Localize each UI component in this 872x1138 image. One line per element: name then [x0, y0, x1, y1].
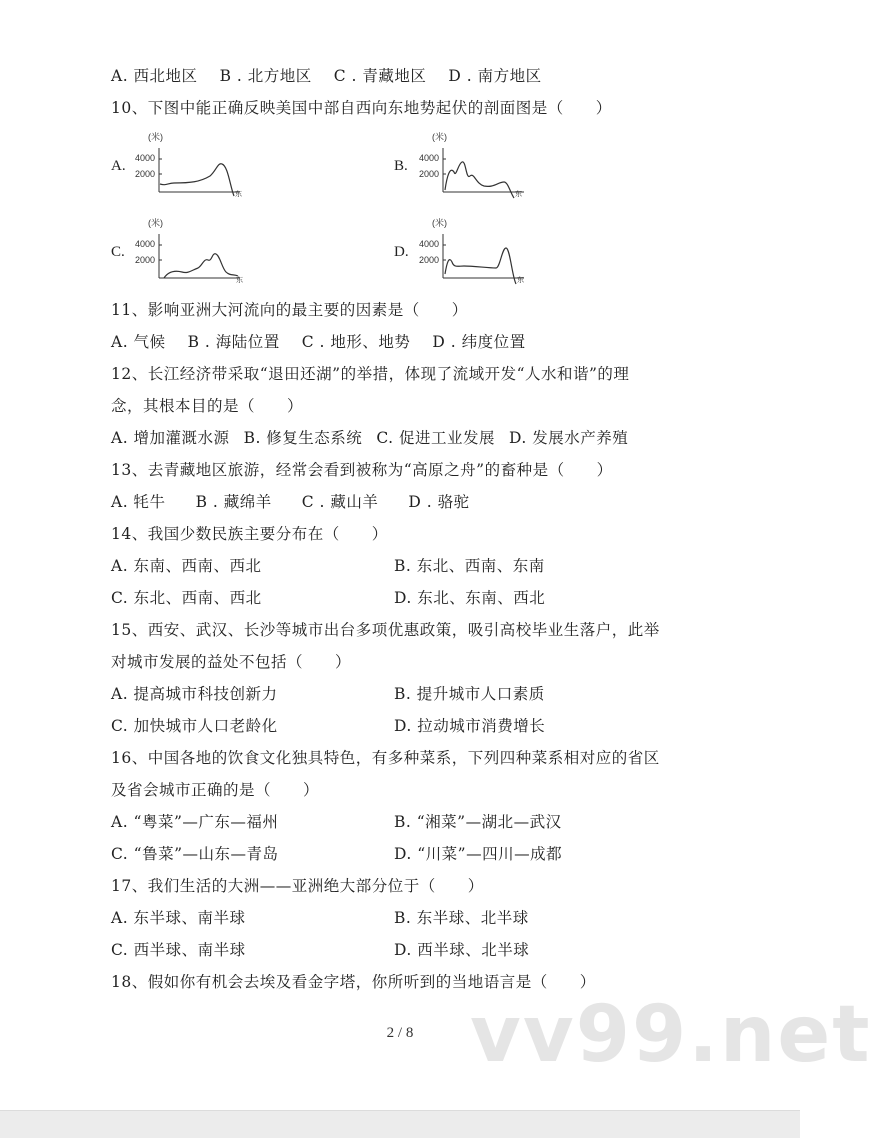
q15-option-b: B. 提升城市人口素质 — [394, 685, 545, 703]
q16-stem-line1: 16、中国各地的饮食文化独具特色，有多种菜系，下列四种菜系相对应的省区 — [111, 749, 660, 767]
q11-stem: 11、影响亚洲大河流向的最主要的因素是（ ） — [111, 301, 468, 319]
q10-graph-d — [414, 212, 554, 292]
graph-b-tick-4000: 4000 — [419, 153, 440, 163]
q17-option-d: D. 西半球、北半球 — [394, 941, 530, 959]
q15-option-a: A. 提高城市科技创新力 — [111, 685, 278, 703]
q14-stem: 14、我国少数民族主要分布在（ ） — [111, 525, 388, 543]
q14-option-a: A. 东南、西南、西北 — [111, 557, 262, 575]
q12-option-c: C. 促进工业发展 — [376, 429, 495, 447]
graph-d-tick-4000: 4000 — [419, 239, 440, 249]
q16-option-c: C. “鲁菜”—山东—青岛 — [111, 845, 279, 863]
q12-option-b: B. 修复生态系统 — [243, 429, 363, 447]
graph-a-tick-2000: 2000 — [135, 169, 156, 179]
q15-option-d: D. 拉动城市消费增长 — [394, 717, 546, 735]
q10-graph-b-label: B. — [394, 158, 408, 174]
graph-d-tick-2000: 2000 — [419, 255, 440, 265]
q13-option-c: C . 藏山羊 — [301, 493, 379, 511]
q10-graph-a — [130, 126, 270, 206]
q10-graph-c — [130, 212, 270, 292]
graph-d-end: 东 — [517, 277, 524, 284]
q13-option-a: A. 牦牛 — [111, 493, 166, 511]
q14-option-c: C. 东北、西南、西北 — [111, 589, 262, 607]
graph-c-end: 东 — [236, 277, 243, 284]
q10-graph-b — [414, 126, 554, 206]
q11-option-a: A. 气候 — [111, 333, 166, 351]
graph-b-tick-2000: 2000 — [419, 169, 440, 179]
q16-option-b: B. “湘菜”—湖北—武汉 — [394, 813, 562, 831]
q13-option-b: B . 藏绵羊 — [195, 493, 272, 511]
q11-option-b: B . 海陆位置 — [187, 333, 280, 351]
q17-option-a: A. 东半球、南半球 — [111, 909, 246, 927]
q12-option-d: D. 发展水产养殖 — [508, 429, 629, 447]
q11-option-d: D . 纬度位置 — [432, 333, 526, 351]
graph-c-tick-4000: 4000 — [135, 239, 156, 249]
q10-stem: 10、下图中能正确反映美国中部自西向东地势起伏的剖面图是（ ） — [111, 99, 612, 117]
q15-option-c: C. 加快城市人口老龄化 — [111, 717, 278, 735]
q9-option-c: C . 青藏地区 — [333, 67, 427, 85]
q10-graph-a-label: A. — [111, 158, 126, 174]
q11-options-row — [111, 332, 526, 352]
graph-d-unit: (米) — [432, 218, 447, 228]
graph-b-unit: (米) — [432, 132, 447, 142]
graph-a-unit: (米) — [148, 132, 163, 142]
page-number: 2 / 8 — [386, 1025, 414, 1041]
q11-option-c: C . 地形、地势 — [301, 333, 411, 351]
q15-stem-line1: 15、西安、武汉、长沙等城市出台多项优惠政策，吸引高校毕业生落户，此举 — [111, 621, 660, 639]
q17-stem: 17、我们生活的大洲——亚洲绝大部分位于（ ） — [111, 877, 484, 895]
q9-option-b: B . 北方地区 — [219, 67, 312, 85]
q16-stem-line2: 及省会城市正确的是（ ） — [111, 781, 320, 799]
q12-stem-line1: 12、长江经济带采取“退田还湖”的举措，体现了流域开发“人水和谐”的理 — [111, 365, 630, 383]
q15-stem-line2: 对城市发展的益处不包括（ ） — [111, 653, 352, 671]
q10-graph-d-label: D. — [394, 244, 409, 260]
q9-option-a: A. 西北地区 — [111, 67, 198, 85]
q16-option-d: D. “川菜”—四川—成都 — [394, 845, 563, 863]
q16-option-a: A. “粤菜”—广东—福州 — [111, 813, 279, 831]
q9-option-d: D . 南方地区 — [448, 67, 542, 85]
q14-option-b: B. 东北、西南、东南 — [394, 557, 545, 575]
q10-graph-c-label: C. — [111, 244, 125, 260]
q17-option-b: B. 东半球、北半球 — [394, 909, 529, 927]
graph-c-unit: (米) — [148, 218, 163, 228]
q13-options-row — [111, 492, 470, 512]
q17-option-c: C. 西半球、南半球 — [111, 941, 246, 959]
q12-stem-line2: 念，其根本目的是（ ） — [111, 397, 304, 415]
q12-options-row — [111, 428, 628, 448]
graph-a-end: 东 — [235, 191, 242, 198]
q13-option-d: D . 骆驼 — [408, 493, 470, 511]
graph-b-end: 东 — [515, 191, 522, 198]
q14-option-d: D. 东北、东南、西北 — [394, 589, 546, 607]
q13-stem: 13、去青藏地区旅游，经常会看到被称为“高原之舟”的畜种是（ ） — [111, 461, 613, 479]
graph-c-tick-2000: 2000 — [135, 255, 156, 265]
q18-stem: 18、假如你有机会去埃及看金字塔，你所听到的当地语言是（ ） — [111, 973, 596, 991]
graph-a-tick-4000: 4000 — [135, 153, 156, 163]
q12-option-a: A. 增加灌溉水源 — [111, 429, 230, 447]
viewer-bottom-bar — [0, 1110, 800, 1138]
q9-options-row — [111, 66, 542, 86]
watermark: vv99.net — [470, 990, 872, 1080]
